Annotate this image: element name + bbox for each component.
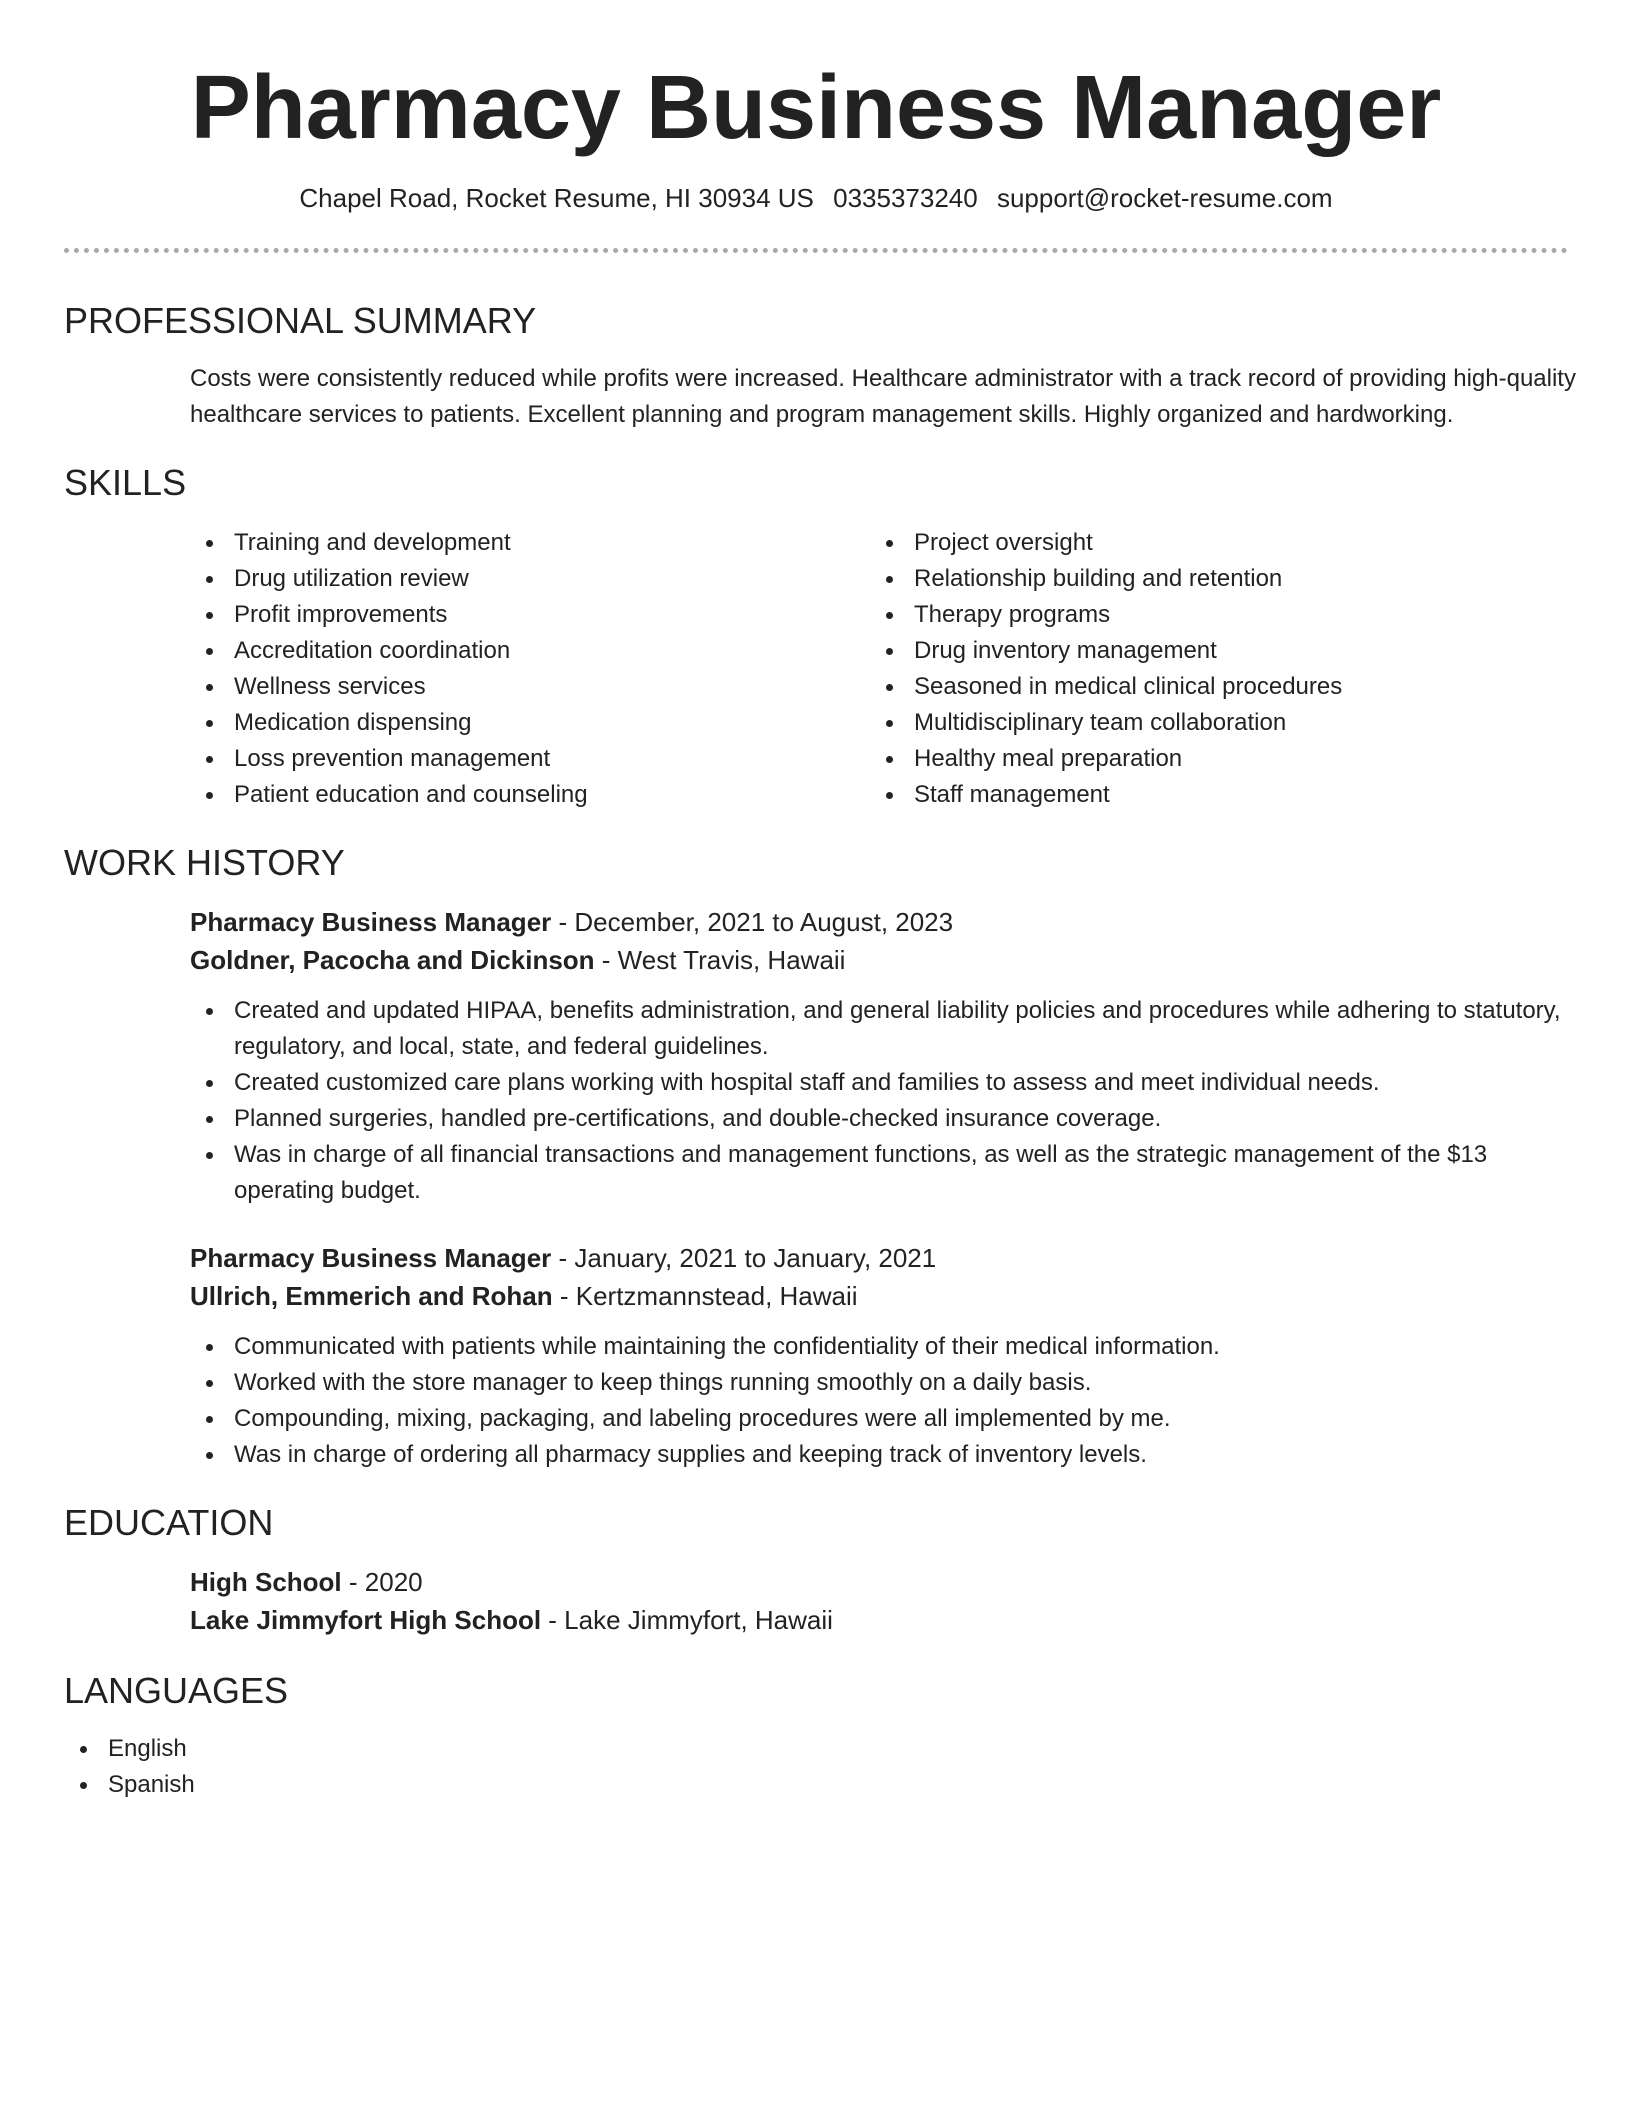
skill-item: Relationship building and retention [870, 561, 1550, 597]
work-history-heading: WORK HISTORY [64, 842, 345, 883]
skill-item: Profit improvements [190, 597, 870, 633]
candidate-name: Pharmacy Business Manager [190, 58, 1442, 158]
resume-page [64, 0, 1576, 1803]
education-degree: High School [190, 1567, 342, 1597]
job-title-line [190, 1239, 1568, 1277]
skill-item: Wellness services [190, 669, 870, 705]
language-item: Spanish [64, 1767, 1568, 1803]
skill-item: Staff management [870, 777, 1550, 813]
skill-item: Patient education and counseling [190, 777, 870, 813]
job-bullet: Created customized care plans working with hospital staff and families to assess and meet individual needs. [190, 1065, 1568, 1101]
job-dates: - December, 2021 to August, 2023 [551, 907, 954, 937]
work-history-section [64, 841, 1568, 1473]
summary-section [64, 299, 1576, 433]
contact-line [64, 182, 1568, 214]
job-company: Ullrich, Emmerich and Rohan [190, 1281, 553, 1311]
skill-item: Accreditation coordination [190, 633, 870, 669]
job-company-line [190, 1277, 1568, 1315]
skill-item: Drug inventory management [870, 633, 1550, 669]
job-location: - Kertzmannstead, Hawaii [552, 1281, 858, 1311]
job-title-line [190, 903, 1568, 941]
job-bullet: Worked with the store manager to keep things running smoothly on a daily basis. [190, 1365, 1568, 1401]
education-degree-line [190, 1563, 1568, 1601]
skills-column-left [190, 525, 870, 813]
skill-item: Training and development [190, 525, 870, 561]
contact-email: support@rocket-resume.com [996, 183, 1333, 213]
job-company-line [190, 941, 1568, 979]
contact-phone: 0335373240 [833, 183, 978, 213]
education-year: - 2020 [341, 1567, 423, 1597]
job-entry [190, 1239, 1568, 1473]
skills-column-right [870, 525, 1550, 813]
job-bullet: Planned surgeries, handled pre-certifications, and double-checked insurance coverage. [190, 1101, 1568, 1137]
skill-item: Drug utilization review [190, 561, 870, 597]
job-entry [190, 903, 1568, 1209]
languages-heading: LANGUAGES [64, 1670, 289, 1711]
education-location: - Lake Jimmyfort, Hawaii [541, 1605, 833, 1635]
skills-heading: SKILLS [64, 462, 187, 503]
skill-item: Loss prevention management [190, 741, 870, 777]
summary-text: Costs were consistently reduced while profits were increased. Healthcare administrator with a track record of providing high-quality healthcare services to patients. Excellent planning and program management skills. Highly organized and hardworking. [190, 365, 1576, 428]
skills-section [64, 461, 1568, 813]
languages-list [64, 1731, 1568, 1803]
skill-item: Therapy programs [870, 597, 1550, 633]
job-bullet: Compounding, mixing, packaging, and labeling procedures were all implemented by me. [190, 1401, 1568, 1437]
skill-item: Project oversight [870, 525, 1550, 561]
skill-item: Seasoned in medical clinical procedures [870, 669, 1550, 705]
languages-section [64, 1669, 1568, 1803]
skill-item: Multidisciplinary team collaboration [870, 705, 1550, 741]
education-entry [190, 1563, 1568, 1639]
summary-heading: PROFESSIONAL SUMMARY [64, 300, 537, 341]
skill-item: Medication dispensing [190, 705, 870, 741]
job-role: Pharmacy Business Manager [190, 907, 552, 937]
job-bullet: Communicated with patients while maintaining the confidentiality of their medical information. [190, 1329, 1568, 1365]
job-location: - West Travis, Hawaii [594, 945, 846, 975]
job-dates: - January, 2021 to January, 2021 [551, 1243, 937, 1273]
job-bullets [190, 1329, 1568, 1473]
contact-address: Chapel Road, Rocket Resume, HI 30934 US [299, 183, 814, 213]
education-section [64, 1501, 1568, 1639]
job-role: Pharmacy Business Manager [190, 1243, 552, 1273]
job-bullets [190, 993, 1568, 1209]
skill-item: Healthy meal preparation [870, 741, 1550, 777]
education-school-line [190, 1601, 1568, 1639]
header-divider [64, 248, 1568, 253]
job-bullet: Was in charge of all financial transactions and management functions, as well as the strategic management of the $13 operating budget. [190, 1137, 1568, 1209]
language-item: English [64, 1731, 1568, 1767]
job-company: Goldner, Pacocha and Dickinson [190, 945, 595, 975]
job-bullet: Was in charge of ordering all pharmacy supplies and keeping track of inventory levels. [190, 1437, 1568, 1473]
education-heading: EDUCATION [64, 1502, 274, 1543]
education-school: Lake Jimmyfort High School [190, 1605, 542, 1635]
job-bullet: Created and updated HIPAA, benefits administration, and general liability policies and procedures while adhering to statutory, regulatory, and local, state, and federal guidelines. [190, 993, 1568, 1065]
skills-grid [190, 525, 1568, 813]
